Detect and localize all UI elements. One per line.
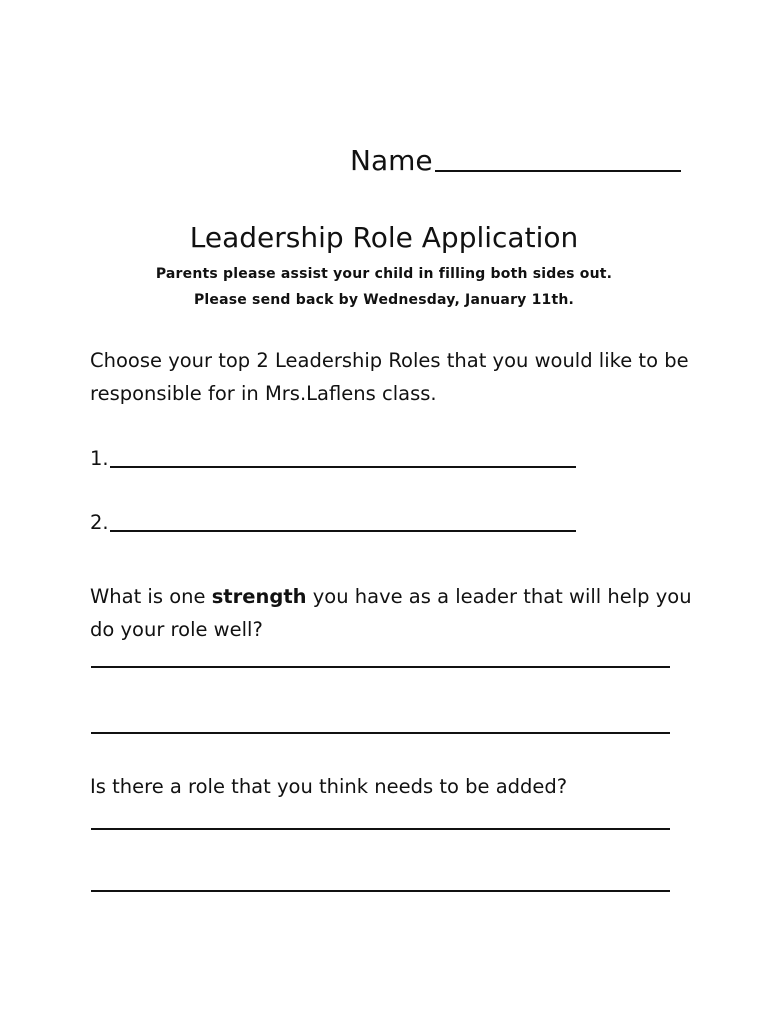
strength-answer-line[interactable] [91,666,670,668]
roles-question: Choose your top 2 Leadership Roles that you would like to be responsible for in Mrs.Laflens class. [90,349,689,405]
strength-question [90,580,710,646]
name-blank-line[interactable] [435,170,681,172]
role-choice-2 [90,506,576,536]
strength-question-start: What is one [90,585,212,608]
page-title: Leadership Role Application [189,221,579,254]
new-role-answer-line[interactable] [91,828,670,830]
role-choice-blank-line[interactable] [110,466,576,468]
strength-answer-line[interactable] [91,732,670,734]
parent-instruction: Parents please assist your child in filling both sides out. [155,266,613,282]
strength-emphasis: strength [211,585,307,608]
strength-question-end: you have as a leader that will help you do your role well? [90,585,692,641]
new-role-question: Is there a role that you think needs to be added? [90,775,568,798]
role-choice-number: 1. [90,447,109,470]
due-date-note: Please send back by Wednesday, January 11th. [193,292,575,308]
new-role-answer-line[interactable] [91,890,670,892]
role-choice-number: 2. [90,511,109,534]
role-choice-blank-line[interactable] [110,530,576,532]
name-label: Name [350,144,433,177]
name-field [350,138,690,178]
role-choice-1 [90,442,576,472]
